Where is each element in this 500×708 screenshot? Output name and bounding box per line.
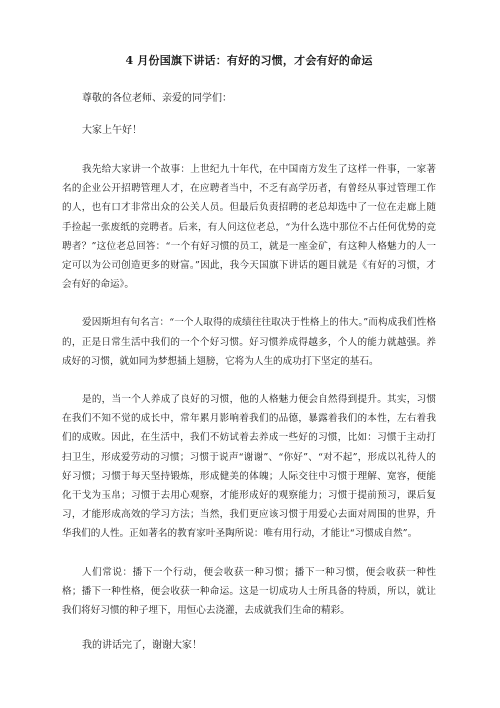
greeting: 大家上午好！ [82, 125, 142, 136]
paragraph-saying: 人们常说：播下一个行动，便会收获一种习惯；播下一种习惯，便会收获一种性格；播下一种性格，便会收获一种命运。这是一切成功人士所具备的特质，所以，就让我们将好习惯的种子埋下，用恒心去浇灌，去成就我们生命的精彩。 [62, 566, 436, 617]
salutation: 尊敬的各位老师、亲爱的同学们： [82, 93, 232, 104]
page-title: 4 月份国旗下讲话：有好的习惯，才会有好的命运 [125, 54, 373, 67]
paragraph-good-habits: 是的，当一个人养成了良好的习惯，他的人格魅力便会自然得到提升。其实，习惯在我们不知不觉的成长中，常年累月影响着我们的品德，暴露着我们的本性，左右着我们的成败。因此，在生活中，我们不妨试着去养成一些好的习惯，比如：习惯于主动打扫卫生，形成爱劳动的习惯；习惯于说声“谢谢”、“你好”、“对不起”，形成以礼待人的好习惯；习惯于每天坚持锻炼，形成健美的体魄；人际交往中习惯于理解、宽容，便能化干戈为玉帛；习惯于去用心观察，才能形成好的观察能力；习惯于提前预习，课后复习，才能形成高效的学习方法；当然，我们更应该习惯于用爱心去面对周围的世界，升华我们的人性。正如著名的教育家叶圣陶所说：唯有用行动，才能让“习惯成自然”。 [62, 394, 436, 540]
paragraph-einstein-quote: 爱因斯坦有句名言：“一个人取得的成绩往往取决于性格上的伟大。”而构成我们性格的，正是日常生活中我们的一个个好习惯。好习惯养成得越多，个人的能力就越强。养成好的习惯，就如同为梦想插上翅膀，它将为人生的成功打下坚定的基石。 [62, 317, 436, 367]
paragraph-story: 我先给大家讲一个故事：上世纪九十年代，在中国南方发生了这样一件事，一家著名的企业公开招聘管理人才，在应聘者当中，不乏有高学历者，有曾经从事过管理工作的人，也有口才非常出众的公关人员。但最后负责招聘的老总却选中了一位在走廊上随手捡起一张废纸的竞聘者。后来，有人问这位老总，“为什么选中那位不占任何优势的竞聘者？”这位老总回答：“一个有好习惯的员工，就是一座金矿，有这种人格魅力的人一定可以为公司创造更多的财富。”因此，我今天国旗下讲话的题目就是《有好的习惯，才会有好的命运》。 [62, 164, 436, 291]
closing-remark: 我的讲话完了，谢谢大家！ [82, 640, 202, 652]
